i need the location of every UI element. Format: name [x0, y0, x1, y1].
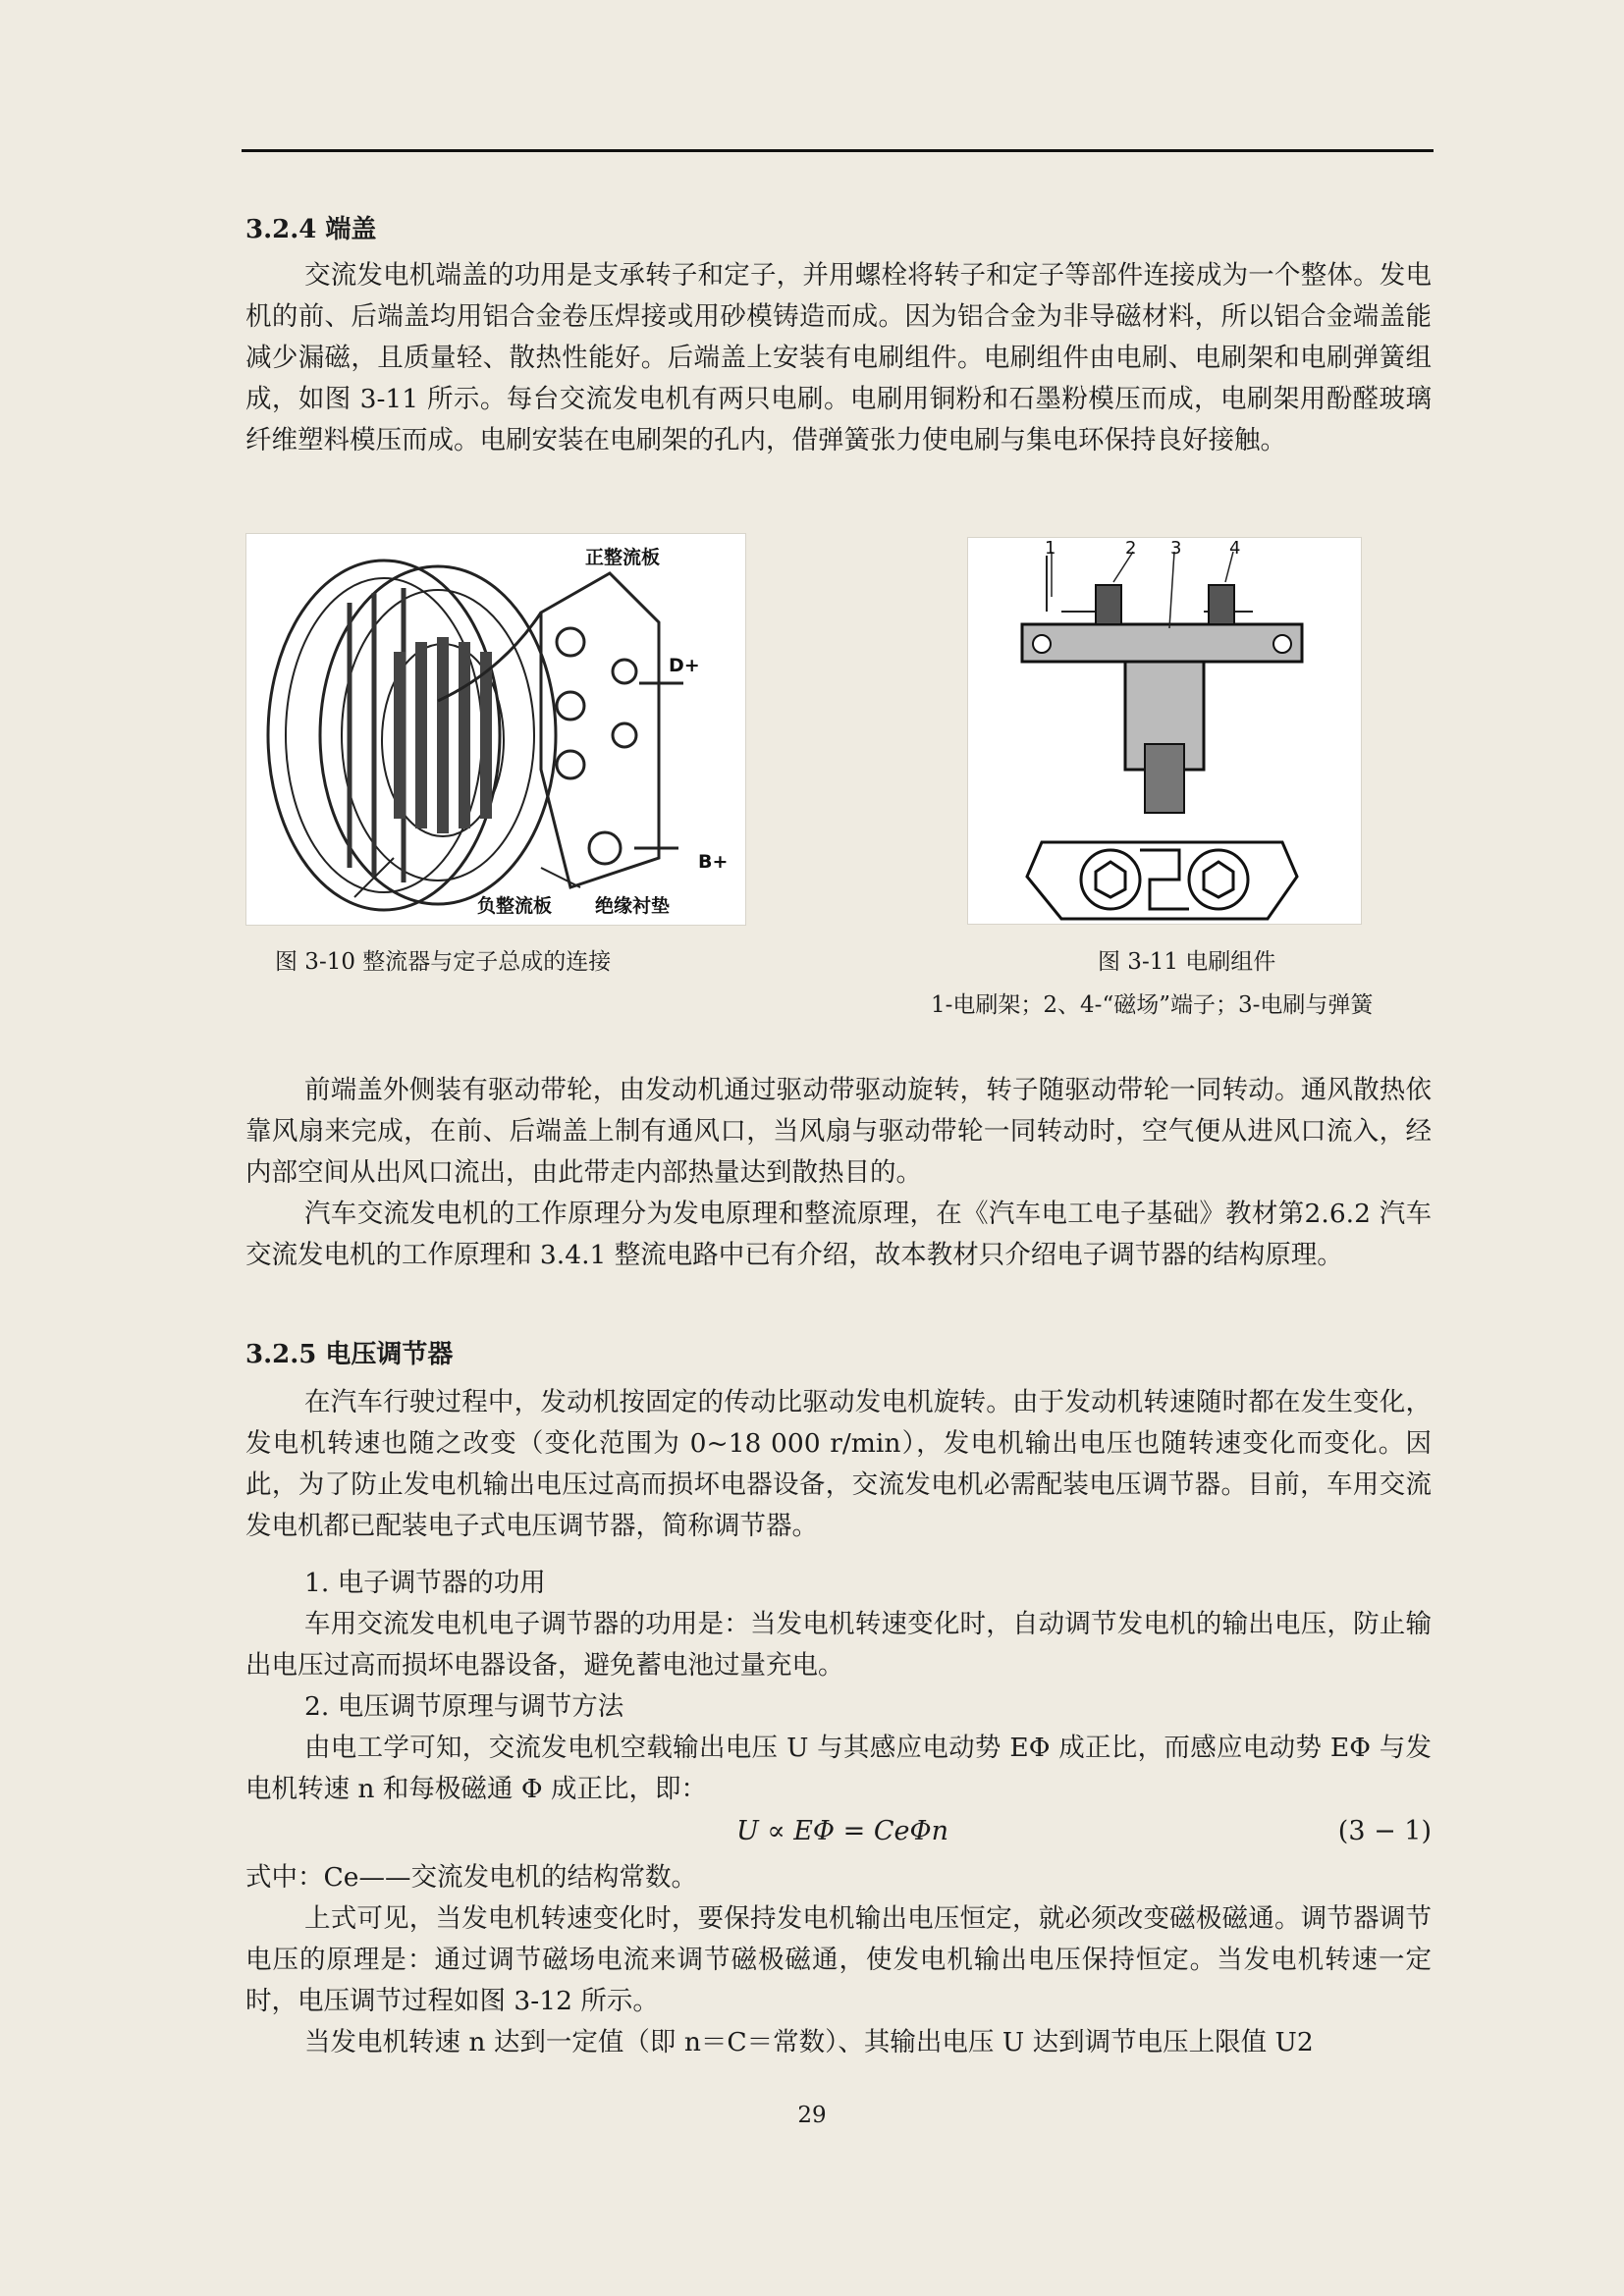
callout-1: 1 — [1045, 538, 1056, 559]
callout-4: 4 — [1229, 538, 1241, 559]
page-number: 29 — [797, 2103, 827, 2128]
callout-3: 3 — [1170, 538, 1182, 559]
list-item-regulator-function: 1. 电子调节器的功用 — [304, 1568, 546, 1598]
paragraph-front-cover: 前端盖外侧装有驱动带轮，由发动机通过驱动带驱动旋转，转子随驱动带轮一同转动。通风散热依靠风扇来完成，在前、后端盖上制有通风口，当风扇与驱动带轮一同转动时，空气便从进风口流入，经内部空间从出风口流出，由此带走内部热量达到散热目的。 — [245, 1075, 1432, 1188]
paragraph-end-cover: 交流发电机端盖的功用是支承转子和定子，并用螺栓将转子和定子等部件连接成为一个整体。发电机的前、后端盖均用铝合金卷压焊接或用砂模铸造而成。因为铝合金为非导磁材料，所以铝合金端盖能减少漏磁，且质量轻、散热性能好。后端盖上安装有电刷组件。电刷组件由电刷、电刷架和电刷弹簧组成，如图 3-11 所示。每台交流发电机有两只电刷。电刷用铜粉和石墨粉模压而成，电刷架用酚醛玻璃纤维塑料模压而成。电刷安装在电刷架的孔内，借弹簧张力使电刷与集电环保持良好接触。 — [245, 260, 1432, 455]
label-insulating-pad: 绝缘衬垫 — [595, 895, 671, 917]
paragraph-emf-relation: 由电工学可知，交流发电机空载输出电压 U 与其感应电动势 EΦ 成正比，而感应电动势 EΦ 与发电机转速 n 和每极磁通 Φ 成正比，即： — [245, 1733, 1432, 1804]
section-heading-3-2-5: 3.2.5 电压调节器 — [245, 1340, 454, 1369]
paragraph-regulation-explanation: 上式可见，当发电机转速变化时，要保持发电机输出电压恒定，就必须改变磁极磁通。调节器调节电压的原理是：通过调节磁场电流来调节磁极磁通，使发电机输出电压保持恒定。当发电机转速一定时，电压调节过程如图 3-12 所示。 — [245, 1903, 1432, 2016]
stator-rectifier-drawing — [246, 534, 745, 925]
figure-3-10-image — [245, 533, 746, 926]
paragraph-regulator-function: 车用交流发电机电子调节器的功用是：当发电机转速变化时，自动调节发电机的输出电压，防止输出电压过高而损坏电器设备，避免蓄电池过量充电。 — [245, 1609, 1432, 1681]
brush-assembly-drawing — [968, 538, 1361, 924]
figure-3-11-caption: 图 3-11 电刷组件 — [1098, 949, 1276, 975]
callout-2: 2 — [1125, 538, 1137, 559]
paragraph-working-principle: 汽车交流发电机的工作原理分为发电原理和整流原理，在《汽车电工电子基础》教材第2.6.2 汽车交流发电机的工作原理和 3.4.1 整流电路中已有介绍，故本教材只介绍电子调节器的结构原理。 — [245, 1199, 1432, 1270]
paragraph-regulation-process: 当发电机转速 n 达到一定值（即 n＝C＝常数）、其输出电压 U 达到调节电压上限值 U2 — [304, 2027, 1314, 2057]
list-item-regulation-principle: 2. 电压调节原理与调节方法 — [304, 1691, 624, 1722]
label-negative-plate: 负整流板 — [477, 895, 553, 917]
paragraph-voltage-regulator-intro: 在汽车行驶过程中，发动机按固定的传动比驱动发电机旋转。由于发动机转速随时都在发生变化，发电机转速也随之改变（变化范围为 0~18 000 r/min），发电机输出电压也随转速变化而变化。因此，为了防止发电机输出电压过高而损坏电器设备，交流发电机必需配装电压调节器。目前，车用交流发电机都已配装电子式电压调节器，简称调节器。 — [245, 1387, 1432, 1541]
equation-number: (3 − 1) — [1337, 1816, 1432, 1846]
figure-3-11-image — [967, 537, 1362, 925]
header-rule — [242, 149, 1434, 152]
label-positive-plate: 正整流板 — [585, 547, 661, 568]
figure-3-11-legend: 1-电刷架；2、4-“磁场”端子；3-电刷与弹簧 — [931, 992, 1374, 1018]
equation-3-1 — [245, 1816, 1432, 1855]
figure-3-10-caption: 图 3-10 整流器与定子总成的连接 — [275, 949, 612, 975]
section-heading-3-2-4: 3.2.4 端盖 — [245, 215, 377, 244]
equation-expression: U ∝ EΦ = CeΦn — [736, 1816, 948, 1846]
label-d-plus: D+ — [669, 655, 700, 676]
label-b-plus: B+ — [698, 851, 729, 873]
equation-where-clause: 式中：Ce——交流发电机的结构常数。 — [245, 1862, 697, 1893]
